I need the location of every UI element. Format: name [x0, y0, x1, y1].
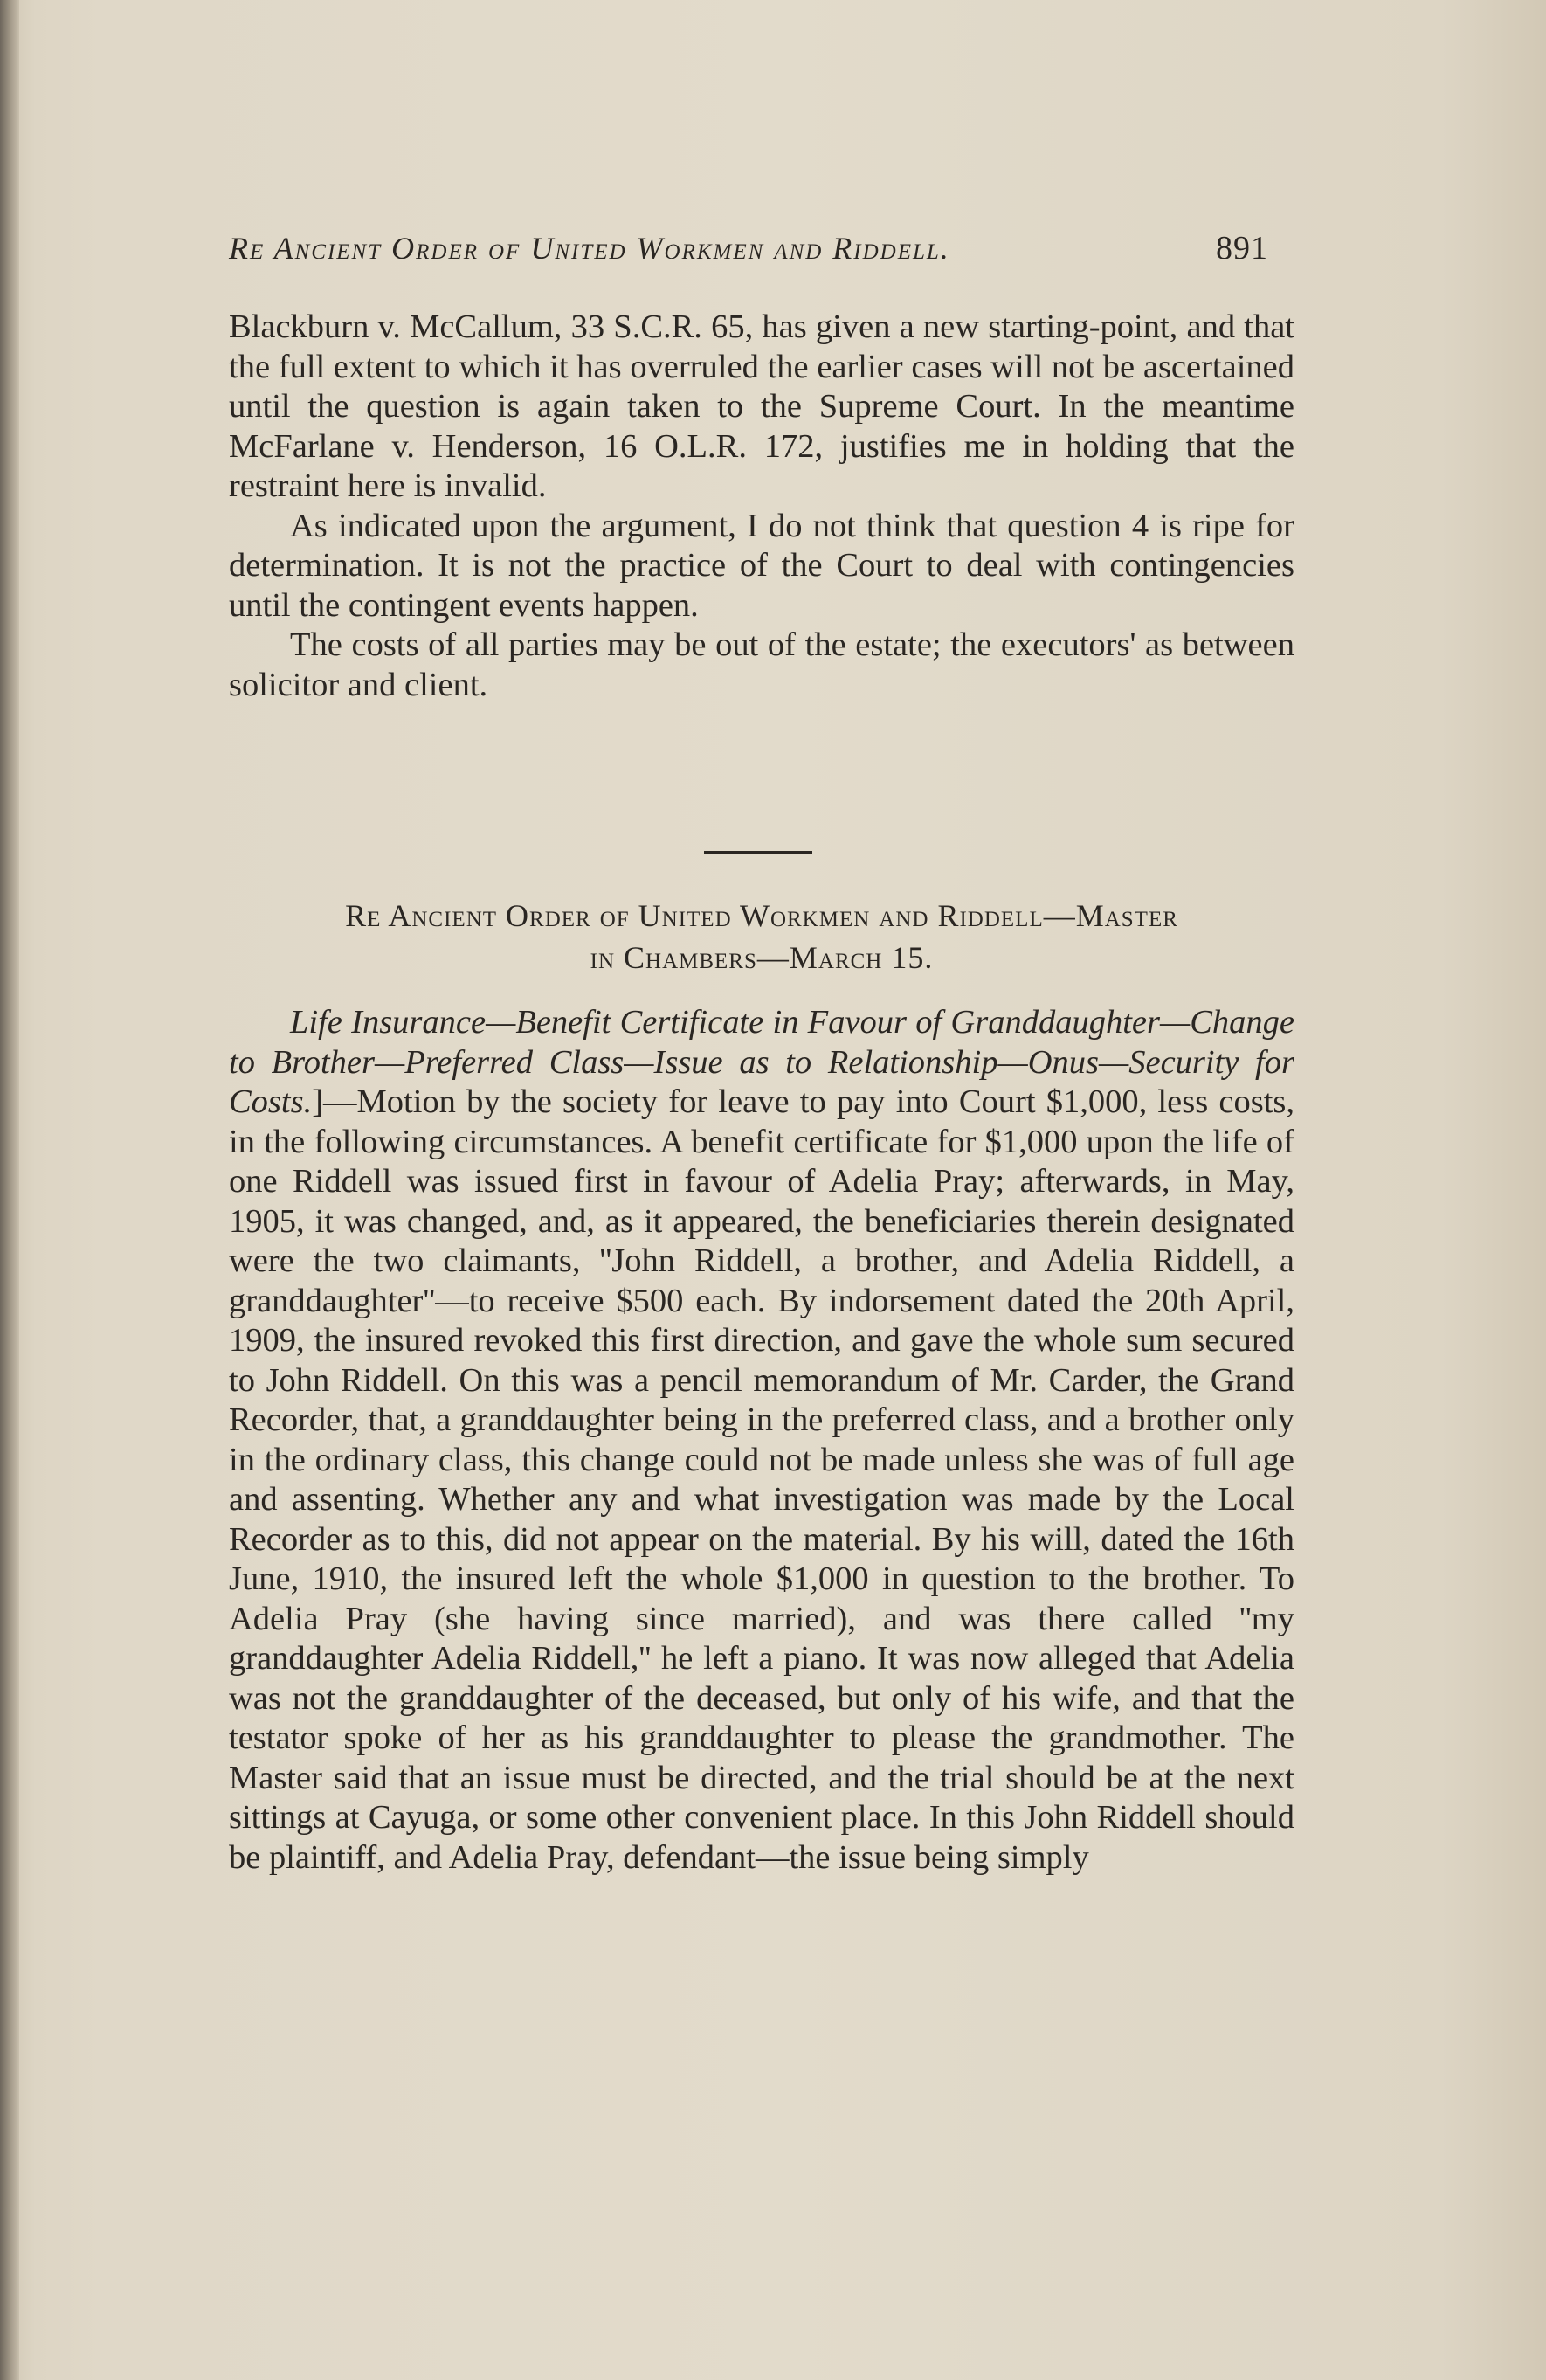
page-number: 891 [1216, 230, 1268, 266]
case-report [229, 1003, 1294, 1878]
case-heading [229, 895, 1294, 979]
case-paragraph [229, 1003, 1294, 1878]
headnote: Life Insurance—Benefit Certificate in Favour of Granddaughter—Change to Brother—Preferred Class—Issue as to Relationship—Onus—Security for Costs. [229, 1004, 1294, 1120]
case-heading-line: Re Ancient Order of United Workmen and Riddell—Master [345, 898, 1178, 933]
paragraph: As indicated upon the argument, I do not think that question 4 is ripe for determination. It is not the practice of the Court to deal with contingencies until the contingent events happen. [229, 507, 1294, 624]
paragraph: The costs of all parties may be out of the estate; the executors' as between solicitor and client. [229, 626, 1294, 703]
case-heading-line: in Chambers—March 15. [590, 940, 934, 975]
section-divider-rule [704, 851, 812, 854]
running-head-title: Re Ancient Order of United Workmen and Riddell. [229, 231, 950, 266]
page-binding-edge [0, 0, 19, 2380]
running-head [229, 229, 1268, 267]
case-body-text: ]—Motion by the society for leave to pay into Court $1,000, less costs, in the following circumstances. A benefit certificate for $1,000 upon the life of one Riddell was issued first in favour of Adelia Pray; afterwards, in May, 1905, it was changed, and, as it appeared, the beneficiaries therein designated were the two claimants, ''John Riddell, a brother, and Adelia Riddell, a granddaughter''—to receive $500 each. By indorsement dated the 20th April, 1909, the insured revoked this first direction, and gave the whole sum secured to John Riddell. On this was a pencil memorandum of Mr. Carder, the Grand Recorder, that, a granddaughter being in the preferred class, and a brother only in the ordinary class, this change could not be made unless she was of full age and assenting. Whether any and what investigation was made by the Local Recorder as to this, did not appear on the material. By his will, dated the 16th June, 1910, the insured left the whole $1,000 in question to the brother. To Adelia Pray (she having since married), and was there called ''my granddaughter Adelia Riddell,'' he left a piano. It was now alleged that Adelia was not the granddaughter of the deceased, but only of his wife, and that the testator spoke of her as his granddaughter to please the grandmother. The Master said that an issue must be directed, and the trial should be at the next sittings at Cayuga, or some other convenient place. In this John Riddell should be plaintiff, and Adelia Pray, defendant—the issue being simply [229, 1083, 1294, 1876]
paragraph: Blackburn v. McCallum, 33 S.C.R. 65, has given a new starting-point, and that the full extent to which it has overruled the earlier cases will not be ascertained until the question is again taken to the Supreme Court. In the meantime McFarlane v. Henderson, 16 O.L.R. 172, justifies me in holding that the restraint here is invalid. [229, 308, 1294, 504]
previous-case-conclusion [229, 308, 1294, 705]
